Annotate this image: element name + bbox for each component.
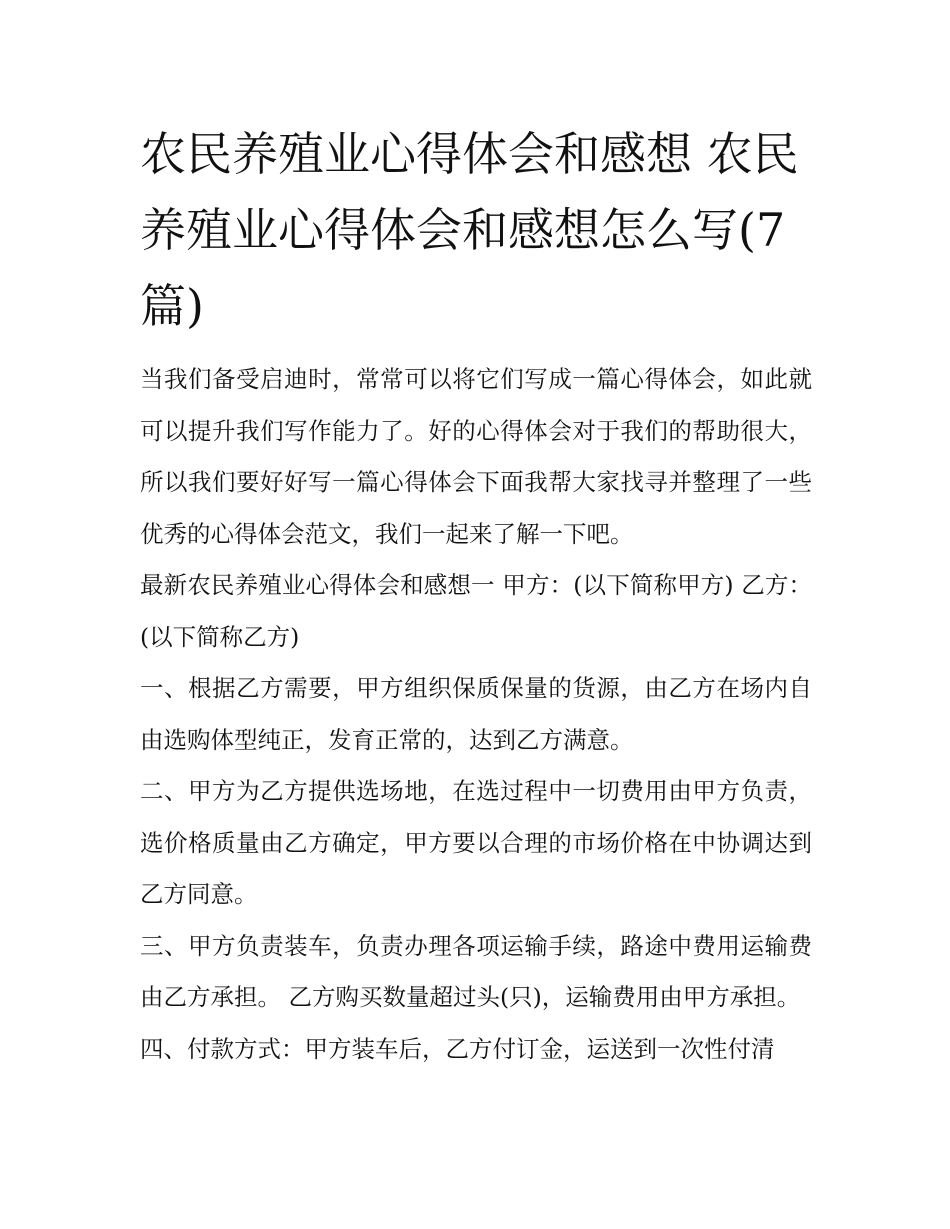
paragraph-parties: 最新农民养殖业心得体会和感想一 甲方：(以下简称甲方) 乙方：(以下简称乙方) [140, 571, 812, 651]
paragraph-clause-3: 三、甲方负责装车，负责办理各项运输手续，路途中费用运输费由乙方承担。 乙方购买数量超过头(只)，运输费用由甲方承担。 [140, 931, 812, 1011]
paragraph-intro: 当我们备受启迪时，常常可以将它们写成一篇心得体会，如此就可以提升我们写作能力了。好的心得体会对于我们的帮助很大，所以我们要好好写一篇心得体会下面我帮大家找寻并整理了一些优秀的心得体会范文，我们一起来了解一下吧。 [140, 365, 812, 548]
document-body [140, 354, 812, 1075]
document-title: 农民养殖业心得体会和感想 农民养殖业心得体会和感想怎么写(7篇) [140, 127, 799, 333]
paragraph-clause-1: 一、根据乙方需要，甲方组织保质保量的货源，由乙方在场内自由选购体型纯正，发育正常的，达到乙方满意。 [140, 674, 812, 754]
paragraph-clause-4: 四、付款方式：甲方装车后，乙方付订金，运送到一次性付清 [140, 1034, 775, 1063]
paragraph-clause-2: 二、甲方为乙方提供选场地，在选过程中一切费用由甲方负责，选价格质量由乙方确定，甲方要以合理的市场价格在中协调达到乙方同意。 [140, 777, 812, 908]
